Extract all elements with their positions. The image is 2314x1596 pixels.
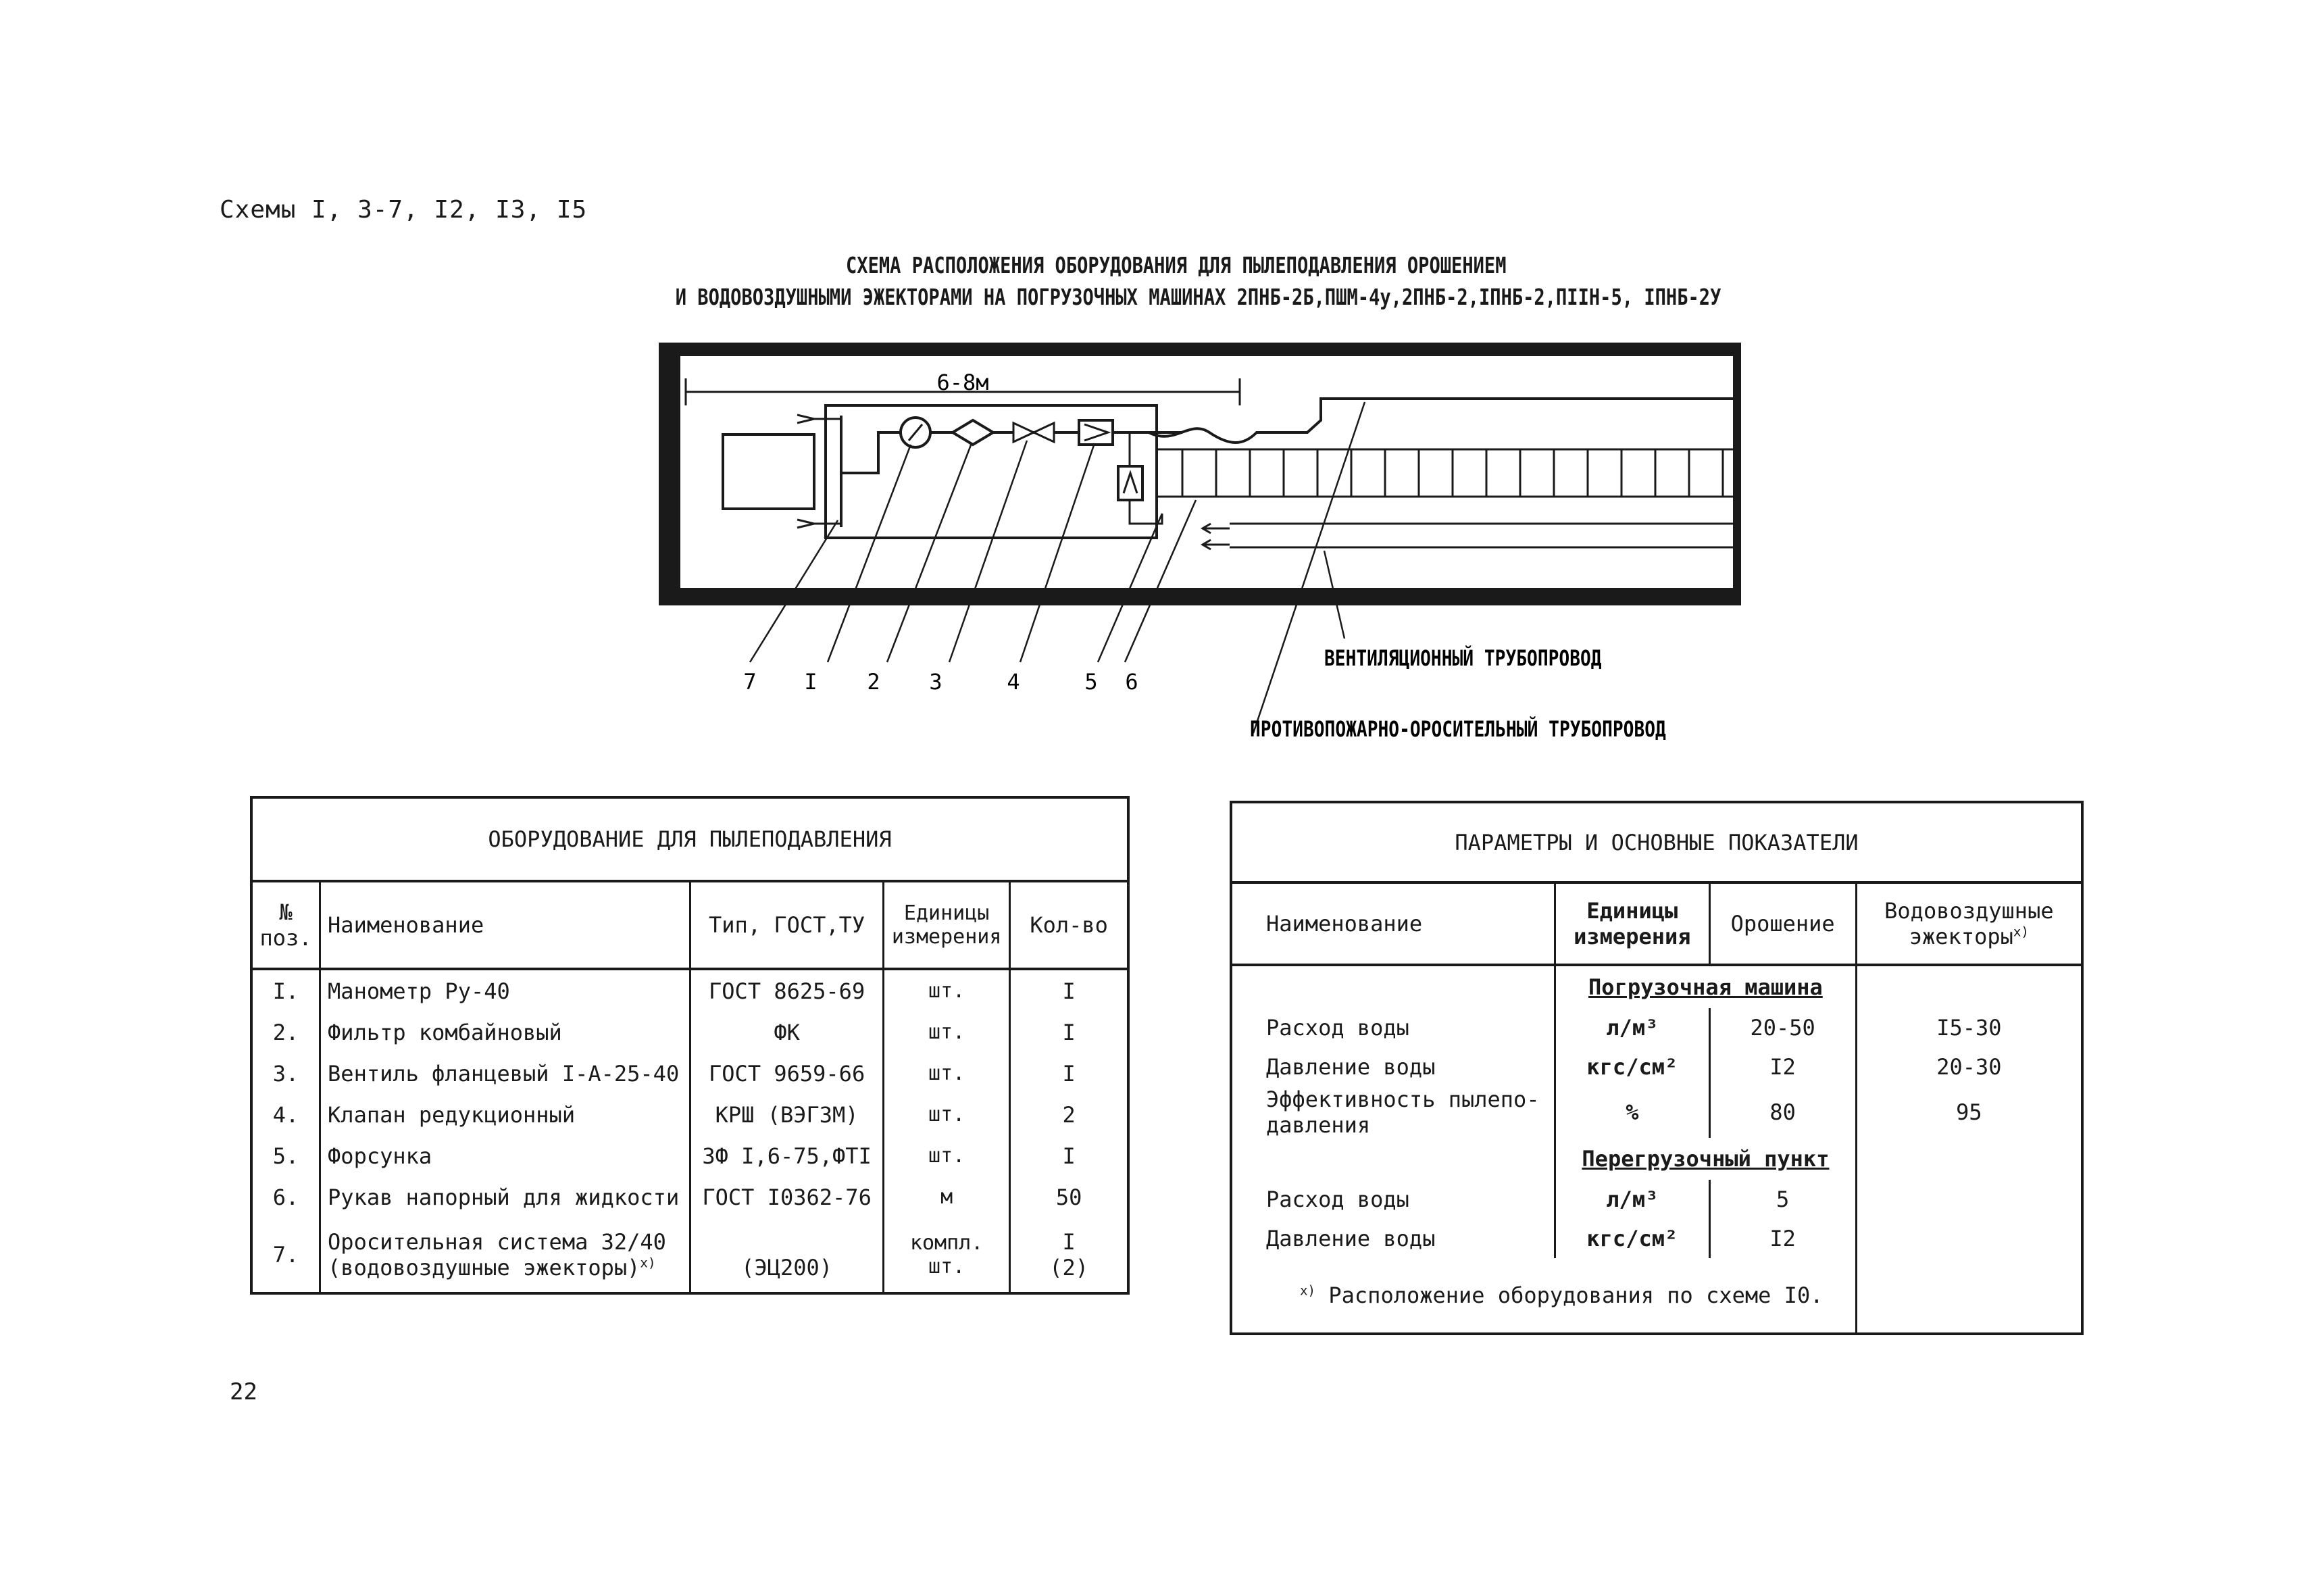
section-loading-machine: Погрузочная машина [1555,965,1857,1008]
ventilation-pipeline-label: ВЕНТИЛЯЦИОННЫЙ ТРУБОПРОВОД [1324,645,1602,671]
callout-2: 2 [867,669,880,695]
header-name: Наименование [1231,882,1555,965]
section-row [1231,1138,2082,1180]
fire-pipeline-label: ПРОТИВОПОЖАРНО-ОРОСИТЕЛЬНЫЙ ТРУБОПРОВОД [1250,716,1666,742]
row-ejectors: 20-30 [1936,1054,2002,1080]
row-qty: I [1062,978,1076,1004]
row-qty-2: (2) [1049,1255,1089,1280]
tunnel-wall-left [659,343,680,601]
row-irrigation: I2 [1709,1047,1856,1087]
header-type: Тип, ГОСТ,ТУ [690,881,884,969]
row-type: ГОСТ 8625-69 [690,969,884,1012]
row-qty: I [1062,1019,1076,1045]
pressure-hose [1149,399,1733,443]
page-number: 22 [230,1378,257,1405]
row-unit: л/м³ [1555,1180,1709,1219]
footnote-row [1231,1258,2082,1334]
parameters-table-header [1231,882,2082,965]
table-row [251,1053,1128,1094]
row-qty [1010,1218,1128,1293]
row-name: Давление воды [1231,1047,1555,1087]
row-unit: шт. [883,969,1009,1012]
table-row [1231,1180,2082,1219]
table-row [1231,1008,2082,1047]
row-ejectors: I5-30 [1936,1015,2002,1041]
table-row [251,1218,1128,1293]
row-name: Фильтр комбайновый [320,1012,690,1053]
section-transfer-point: Перегрузочный пункт [1555,1138,1857,1180]
table-row [1231,1219,2082,1258]
header-unit: Единицы измерения [883,881,1009,969]
row-no: 3. [251,1053,320,1094]
row-no: 4. [251,1094,320,1135]
row-type: ФК [690,1012,884,1053]
row-unit: м [883,1176,1009,1218]
title-line-1: СХЕМА РАСПОЛОЖЕНИЯ ОБОРУДОВАНИЯ ДЛЯ ПЫЛЕПОДАВЛЕНИЯ ОРОШЕНИЕМ [846,252,1507,278]
ventilation-duct-segments [1182,449,1723,497]
footnote-mark: х) [640,1255,656,1271]
callout-1: I [804,669,818,695]
row-name-line-2: (водовоздушные эжекторы) [328,1255,640,1280]
row-type [690,1218,884,1293]
loader-body [723,434,814,509]
footnote-text: Расположение оборудования по схеме I0. [1328,1282,1823,1308]
row-qty: I [1062,1143,1076,1169]
row-ejectors [1856,1219,2082,1258]
row-ejectors: 95 [1956,1099,1982,1125]
filter-icon [953,420,993,445]
equipment-layout-diagram [0,0,2314,777]
row-type: КРШ (ВЭГЗМ) [690,1094,884,1135]
row-unit: шт. [883,1012,1009,1053]
row-type: ЗФ I,6-75,ФТI [690,1135,884,1176]
row-unit: шт. [883,1053,1009,1094]
header-irrigation: Орошение [1709,882,1856,965]
row-name: Клапан редукционный [320,1094,690,1135]
row-no: 2. [251,1012,320,1053]
row-irrigation: 20-50 [1709,1008,1856,1047]
header-qty: Кол-во [1010,881,1128,969]
row-unit-1: компл. [909,1231,984,1255]
callout-4: 4 [1007,669,1020,695]
tunnel-wall-bottom [659,588,1740,605]
callout-3: 3 [929,669,942,695]
header-ejectors-label: Водовоздушные эжекторы [1884,898,2054,949]
table-row [1231,1047,2082,1087]
row-name: Рукав напорный для жидкости [320,1176,690,1218]
row-unit [883,1218,1009,1293]
row-no: I. [251,969,320,1012]
table-row [1231,1087,2082,1138]
row-type: ГОСТ 9659-66 [690,1053,884,1094]
table-row [251,1012,1128,1053]
row-no: 7. [251,1218,320,1293]
row-irrigation: I2 [1709,1219,1856,1258]
footnote-mark: х) [1300,1282,1316,1299]
row-qty: 50 [1055,1184,1082,1210]
schemes-reference: Схемы I, 3-7, I2, I3, I5 [220,196,588,224]
row-unit: кгс/см² [1555,1047,1709,1087]
row-name: Расход воды [1231,1008,1555,1047]
title-line-2: И ВОДОВОЗДУШНЫМИ ЭЖЕКТОРАМИ НА ПОГРУЗОЧНЫХ МАШИНАХ 2ПНБ-2Б,ПШМ-4у,2ПНБ-2,IПНБ-2,ПIIН-5, IПНБ-2У [675,284,1721,310]
row-type: ГОСТ I0362-76 [690,1176,884,1218]
footnote [1231,1258,1856,1334]
row-type-value: (ЭЦ200) [741,1255,833,1280]
row-name: Вентиль фланцевый I-А-25-40 [320,1053,690,1094]
row-no: 6. [251,1176,320,1218]
row-irrigation: 80 [1709,1087,1856,1138]
row-unit: шт. [883,1094,1009,1135]
row-qty-1: I [1062,1229,1076,1255]
row-name-line-1: Оросительная система 32/40 [328,1229,666,1255]
dimension-label: 6-8м [936,370,989,395]
section-row [1231,965,2082,1008]
row-unit: л/м³ [1555,1008,1709,1047]
row-unit: шт. [883,1135,1009,1176]
header-ejectors [1856,882,2082,965]
row-irrigation: 5 [1709,1180,1856,1219]
row-unit: кгс/см² [1555,1219,1709,1258]
header-no: № поз. [251,881,320,969]
equipment-table [250,796,1130,1295]
footnote-mark: х) [2013,924,2029,940]
row-qty: 2 [1062,1101,1076,1128]
row-unit-2: шт. [928,1255,965,1278]
parameters-table-caption: ПАРАМЕТРЫ И ОСНОВНЫЕ ПОКАЗАТЕЛИ [1231,802,2082,882]
callout-5: 5 [1084,669,1098,695]
row-unit: % [1555,1087,1709,1138]
tunnel-wall-right [1733,343,1741,605]
equipment-table-caption: ОБОРУДОВАНИЕ ДЛЯ ПЫЛЕПОДАВЛЕНИЯ [251,797,1128,881]
valve-icon [1013,423,1034,442]
header-name: Наименование [320,881,690,969]
callout-7: 7 [743,669,757,695]
header-unit: Единицы измерения [1555,882,1709,965]
row-name: Манометр Ру-40 [320,969,690,1012]
parameters-table [1230,801,2084,1335]
row-name: Давление воды [1231,1219,1555,1258]
row-qty: I [1062,1060,1076,1087]
callout-6: 6 [1125,669,1138,695]
row-name: Расход воды [1231,1180,1555,1219]
tunnel-wall-top [659,343,1740,356]
table-row [251,1176,1128,1218]
row-name: Эффективность пылепо-давления [1231,1087,1555,1138]
table-row [251,1135,1128,1176]
table-row [251,969,1128,1012]
row-name: Форсунка [320,1135,690,1176]
row-name [320,1218,690,1293]
row-ejectors [1856,1180,2082,1219]
row-no: 5. [251,1135,320,1176]
table-row [251,1094,1128,1135]
equipment-table-header [251,881,1128,969]
